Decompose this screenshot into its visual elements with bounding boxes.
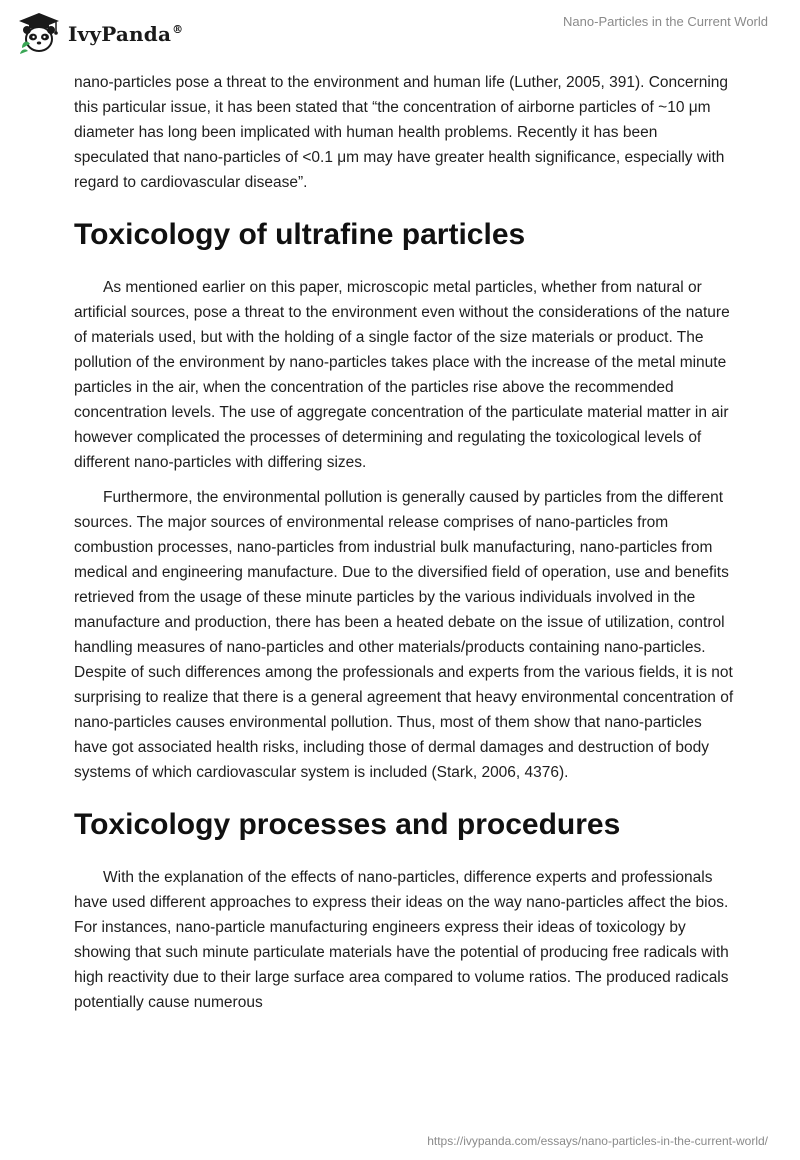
panda-graduate-icon [16, 10, 62, 56]
paragraph-ultrafine-1: As mentioned earlier on this paper, microscopic metal particles, whether from natural or artificial sources, pose a threat to the environment even without the considerations of the nature of materials used, but with the holding of a single factor of the size materials or product. The pollution of the environment by nano-particles takes place with the increase of the metal minute particles in the air, when the concentration of the particles rise above the recommended concentration levels. The use of aggregate concentration of the particulate material matter in air however complicated the processes of determining and regulating the toxicological levels of different nano-particles with differing sizes. [74, 279, 730, 471]
essay-body [74, 70, 734, 1015]
ivypanda-logo[interactable] [16, 10, 183, 56]
page-header [0, 0, 800, 62]
paragraph-intro-continuation: nano-particles pose a threat to the environment and human life (Luther, 2005, 391). Concerning this particular issue, it has been stated that “the concentration of airborne particles of ~10 μm diameter has long been implicated with human health problems. Recently it has been speculated that nano-particles of <0.1 μm may have greater health significance, especially with regard to cardiovascular disease”. [74, 74, 728, 191]
document-title: Nano-Particles in the Current World [563, 14, 768, 29]
paragraph-processes-1: With the explanation of the effects of nano-particles, difference experts and professionals have used different approaches to express their ideas on the way nano-particles affect the bios. For instances, nano-particle manufacturing engineers express their ideas of toxicology by showing that such minute particulate materials have the potential of producing free radicals with high reactivity due to their large surface area compared to volume ratios. The produced radicals potentially cause numerous [74, 869, 729, 1011]
registered-mark: ® [172, 23, 184, 37]
source-url[interactable]: https://ivypanda.com/essays/nano-particles-in-the-current-world/ [427, 1134, 768, 1148]
brand-name: IvyPanda® [68, 22, 184, 46]
paragraph-ultrafine-2: Furthermore, the environmental pollution is generally caused by particles from the different sources. The major sources of environmental release comprises of nano-particles from combustion processes, nano-particles from industrial bulk manufacturing, nano-particles from medical and engineering manufacture. Due to the diversified field of operation, use and benefits retrieved from the usage of these minute particles by the various individuals involved in the manufacture and production, there has been a heated debate on the issue of utilization, control handling measures of nano-particles and other materials/products containing nano-particles. Despite of such differences among the professionals and experts from the various fields, it is not surprising to realize that there is a general agreement that heavy environmental concentration of nano-particles causes environmental pollution. Thus, most of them show that nano-particles have got associated health risks, including those of dermal damages and destruction of body systems of which cardiovascular system is included (Stark, 2006, 4376). [74, 489, 734, 781]
section-heading-toxicology-processes: Toxicology processes and procedures [74, 808, 621, 841]
section-heading-toxicology-ultrafine: Toxicology of ultrafine particles [74, 218, 526, 251]
